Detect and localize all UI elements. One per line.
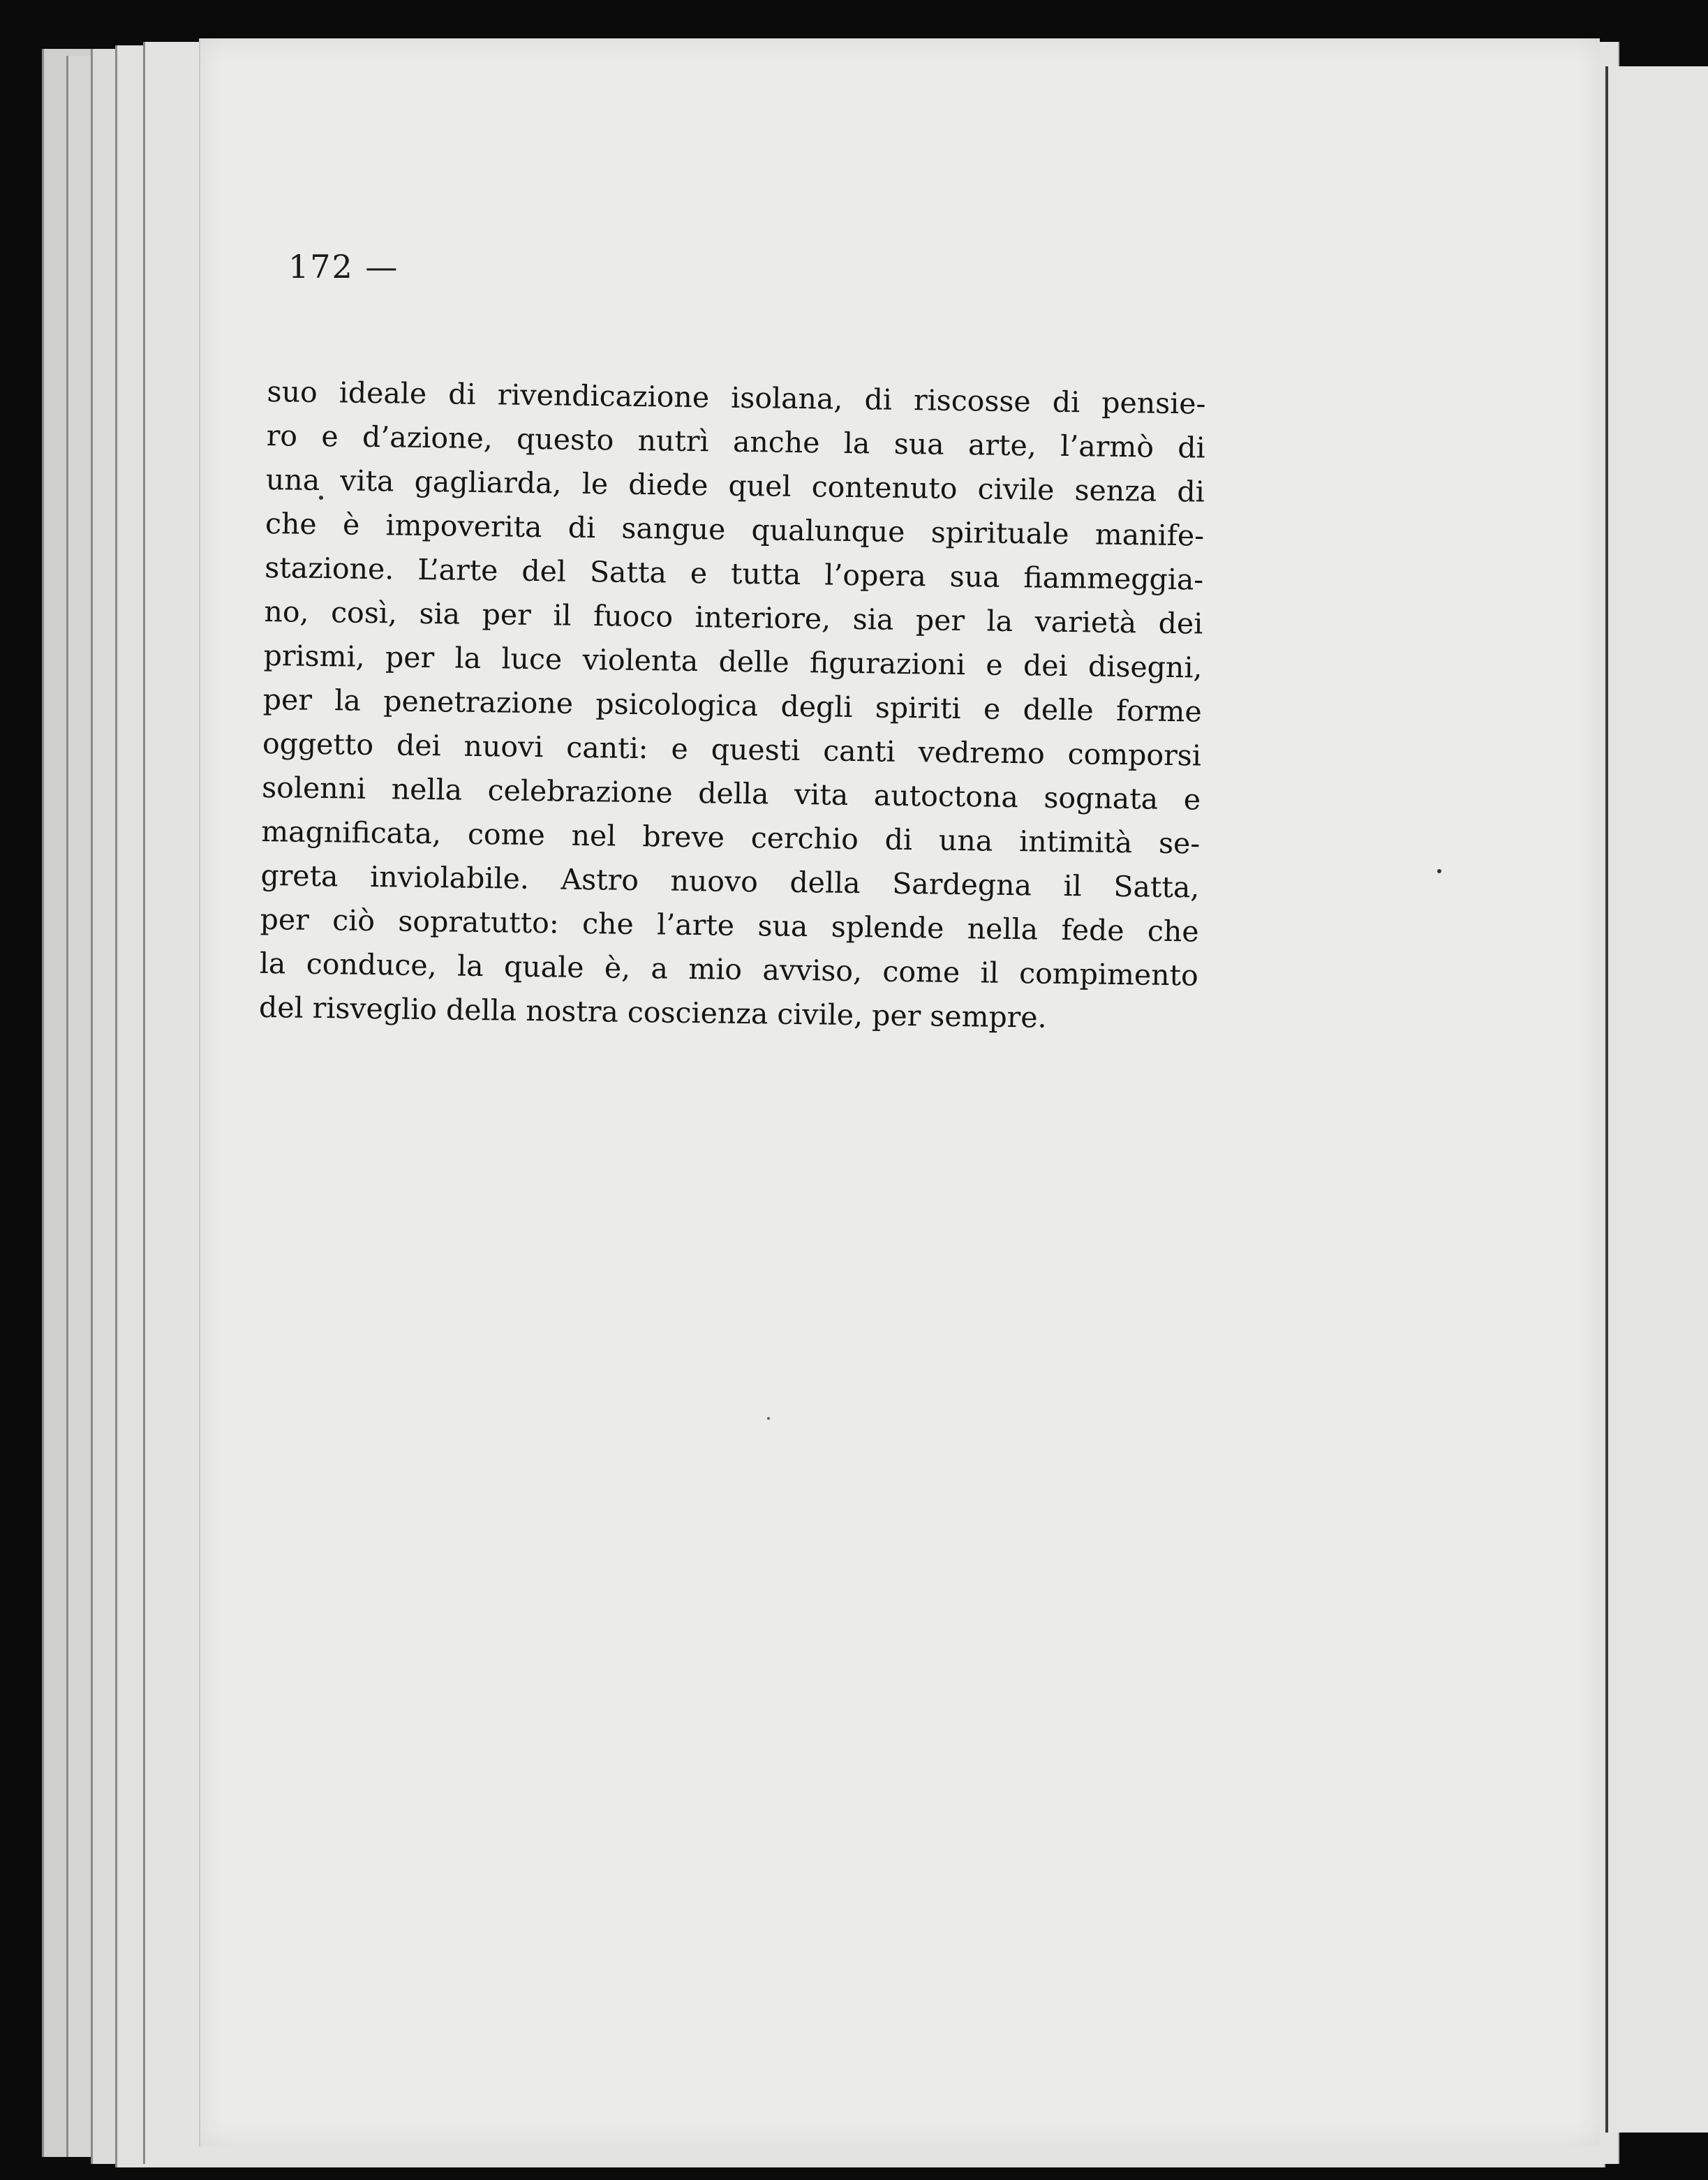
page-number: 172 — bbox=[288, 248, 399, 286]
facing-page-edge bbox=[1605, 66, 1708, 2133]
paper-speck bbox=[1437, 869, 1441, 873]
text-line: una vita gagliarda, le diede quel contenuto civile senza di bbox=[265, 462, 1205, 509]
text-line: solenni nella celebrazione della vita autoctona sognata e bbox=[261, 770, 1201, 817]
body-text bbox=[259, 370, 1206, 1042]
book-page bbox=[199, 38, 1600, 2146]
text-line: per ciò sopratutto: che l’arte sua splende nella fede che bbox=[260, 902, 1199, 949]
text-line: prismi, per la luce violenta delle figurazioni e dei disegni, bbox=[263, 638, 1203, 685]
text-line: del risveglio della nostra coscienza civile, per sempre. bbox=[258, 990, 1047, 1035]
text-line: stazione. L’arte del Satta e tutta l’opera sua fiammeggia- bbox=[264, 550, 1204, 597]
text-line: greta inviolabile. Astro nuovo della Sardegna il Satta, bbox=[260, 858, 1200, 905]
text-line: per la penetrazione psicologica degli spiriti e delle forme bbox=[262, 682, 1203, 729]
text-line: ro e d’azione, questo nutrì anche la sua arte, l’armò di bbox=[266, 418, 1205, 465]
text-line: magnificata, come nel breve cerchio di una intimità se- bbox=[261, 814, 1201, 861]
text-line: che è impoverita di sangue qualunque spirituale manife- bbox=[265, 506, 1205, 553]
text-line: suo ideale di rivendicazione isolana, di riscosse di pensie- bbox=[267, 374, 1206, 421]
paper-speck bbox=[767, 1417, 770, 1420]
text-line: no, così, sia per il fuoco interiore, sia per la varietà dei bbox=[264, 594, 1203, 641]
text-line: la conduce, la quale è, a mio avviso, come il compimento bbox=[259, 946, 1199, 993]
text-line: oggetto dei nuovi canti: e questi canti vedremo comporsi bbox=[262, 726, 1202, 773]
